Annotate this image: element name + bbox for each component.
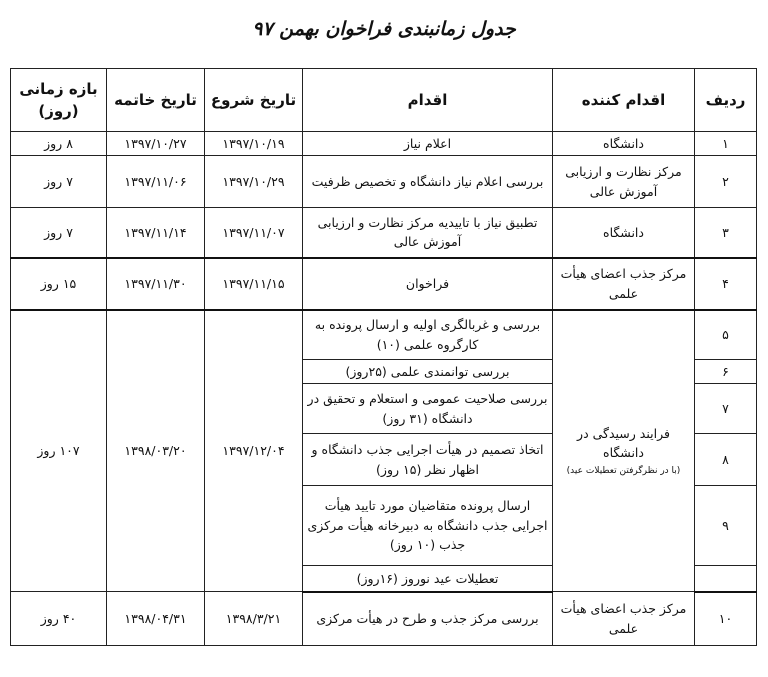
row-end-date: ۱۳۹۷/۱۱/۱۴ xyxy=(107,208,205,258)
group-actor-note: (با در نظرگرفتن تعطیلات عید) xyxy=(566,466,681,477)
row-number: ۹ xyxy=(695,486,757,566)
row-start-date: ۱۳۹۷/۱۱/۱۵ xyxy=(205,258,303,310)
row-end-date: ۱۳۹۷/۱۱/۳۰ xyxy=(107,258,205,310)
schedule-table xyxy=(10,68,757,646)
row-number: ۶ xyxy=(695,360,757,384)
table-row xyxy=(11,208,757,258)
header-row xyxy=(11,69,757,132)
row-end-date: ۱۳۹۷/۱۰/۲۷ xyxy=(107,132,205,156)
row-number: ۱۰ xyxy=(695,592,757,646)
row-duration: ۱۵ روز xyxy=(11,258,107,310)
row-action: تعطیلات عید نوروز (۱۶روز) xyxy=(303,566,553,592)
header-start-date: تاریخ شروع xyxy=(205,69,303,132)
row-end-date: ۱۳۹۷/۱۱/۰۶ xyxy=(107,156,205,208)
row-action: بررسی مرکز جذب و طرح در هیأت مرکزی xyxy=(303,592,553,646)
row-actor: دانشگاه xyxy=(553,132,695,156)
row-start-date: ۱۳۹۸/۳/۲۱ xyxy=(205,592,303,646)
row-duration: ۴۰ روز xyxy=(11,592,107,646)
row-number: ۲ xyxy=(695,156,757,208)
header-end-date: تاریخ خاتمه xyxy=(107,69,205,132)
row-duration: ۸ روز xyxy=(11,132,107,156)
row-action: بررسی و غربالگری اولیه و ارسال پرونده به کارگروه علمی (۱۰) xyxy=(303,310,553,360)
header-duration: بازه زمانی (روز) xyxy=(11,69,107,132)
row-action: بررسی توانمندی علمی (۲۵روز) xyxy=(303,360,553,384)
table-row xyxy=(11,592,757,646)
row-action: اتخاذ تصمیم در هیأت اجرایی جذب دانشگاه و اظهار نظر (۱۵ روز) xyxy=(303,434,553,486)
row-action: تطبیق نیاز با تاییدیه مرکز نظارت و ارزیابی آموزش عالی xyxy=(303,208,553,258)
table-row xyxy=(11,156,757,208)
row-start-date: ۱۳۹۷/۱۰/۲۹ xyxy=(205,156,303,208)
group-start-date: ۱۳۹۷/۱۲/۰۴ xyxy=(205,310,303,592)
row-actor: دانشگاه xyxy=(553,208,695,258)
row-action: فراخوان xyxy=(303,258,553,310)
row-action: بررسی اعلام نیاز دانشگاه و تخصیص ظرفیت xyxy=(303,156,553,208)
table-row xyxy=(11,310,757,360)
row-action: اعلام نیاز xyxy=(303,132,553,156)
row-number: ۵ xyxy=(695,310,757,360)
row-number xyxy=(695,566,757,592)
group-end-date: ۱۳۹۸/۰۳/۲۰ xyxy=(107,310,205,592)
row-action: بررسی صلاحیت عمومی و استعلام و تحقیق در دانشگاه (۳۱ روز) xyxy=(303,384,553,434)
row-action: ارسال پرونده متقاضیان مورد تایید هیأت اجرایی جذب دانشگاه به دبیرخانه هیأت مرکزی جذب (۱۰ روز) xyxy=(303,486,553,566)
row-actor: مرکز جذب اعضای هیأت علمی xyxy=(553,592,695,646)
header-action: اقدام xyxy=(303,69,553,132)
page-title: جدول زمانبندی فراخوان بهمن ۹۷ xyxy=(252,18,516,40)
row-start-date: ۱۳۹۷/۱۱/۰۷ xyxy=(205,208,303,258)
row-number: ۴ xyxy=(695,258,757,310)
row-number: ۱ xyxy=(695,132,757,156)
row-duration: ۷ روز xyxy=(11,156,107,208)
header-actor: اقدام کننده xyxy=(553,69,695,132)
group-duration: ۱۰۷ روز xyxy=(11,310,107,592)
row-duration: ۷ روز xyxy=(11,208,107,258)
row-actor: مرکز جذب اعضای هیأت علمی xyxy=(553,258,695,310)
row-end-date: ۱۳۹۸/۰۴/۳۱ xyxy=(107,592,205,646)
row-actor: مرکز نظارت و ارزیابی آموزش عالی xyxy=(553,156,695,208)
header-row-number: ردیف xyxy=(695,69,757,132)
row-number: ۸ xyxy=(695,434,757,486)
table-row xyxy=(11,132,757,156)
row-number: ۳ xyxy=(695,208,757,258)
row-start-date: ۱۳۹۷/۱۰/۱۹ xyxy=(205,132,303,156)
row-number: ۷ xyxy=(695,384,757,434)
group-actor-label: فرایند رسیدگی در دانشگاه xyxy=(577,425,670,460)
table-row xyxy=(11,258,757,310)
group-actor xyxy=(553,310,695,592)
